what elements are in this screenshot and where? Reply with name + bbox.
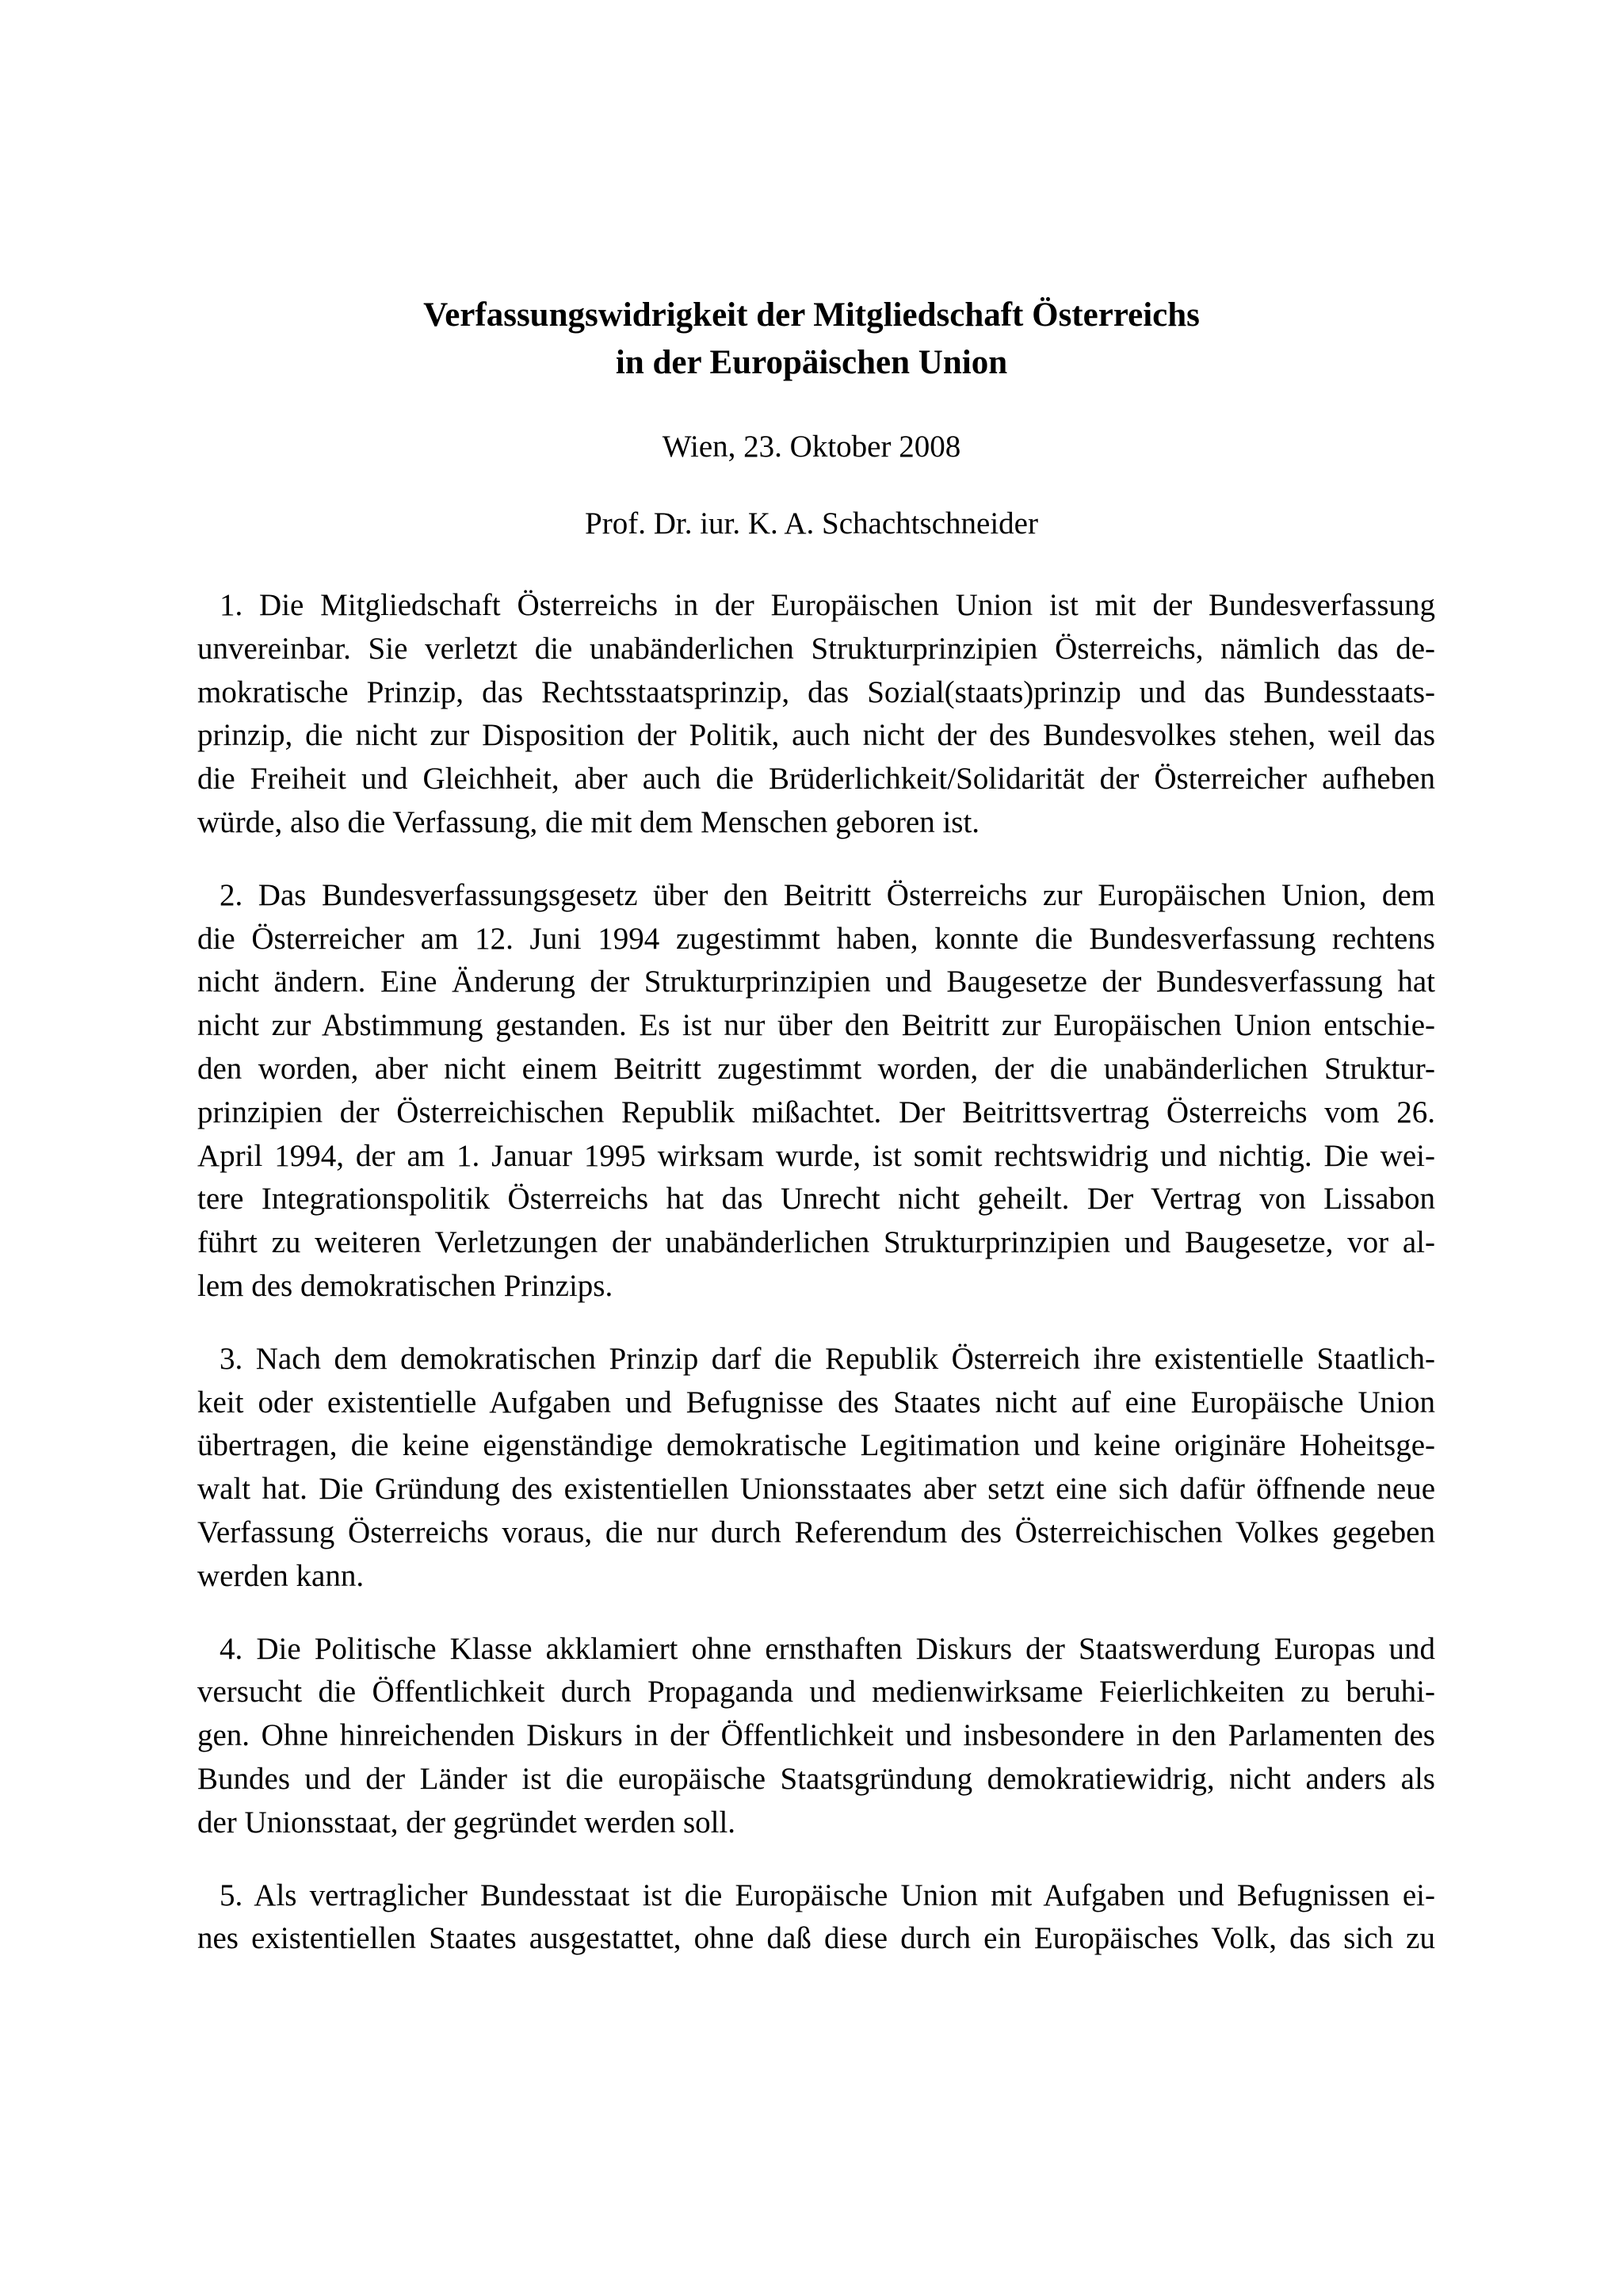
paragraph [197,1628,1435,1845]
paragraph-line: 4. Die Politische Klasse akklamiert ohne ernsthaften Diskurs der Staatswerdung Europas und [220,1631,1435,1666]
paragraph-line: April 1994, der am 1. Januar 1995 wirksam wurde, ist somit rechtswidrig und nichtig. Die wei- [197,1138,1435,1173]
paragraph-line: prinzip, die nicht zur Disposition der Politik, auch nicht der des Bundesvolkes stehen, weil das [197,718,1435,753]
paragraph-line: nicht ändern. Eine Änderung der Strukturprinzipien und Baugesetze der Bundesverfassung hat [197,965,1435,999]
paragraph-line: mokratische Prinzip, das Rechtsstaatsprinzip, das Sozial(staats)prinzip und das Bundesstaats- [197,674,1435,709]
paragraph-line: der Unionsstaat, der gegründet werden soll. [197,1805,736,1839]
title-line-2: in der Europäischen Union [615,344,1008,381]
paragraph-line: werden kann. [197,1558,365,1593]
paragraph-line: führt zu weiteren Verletzungen der unabänderlichen Strukturprinzipien und Baugesetze, vor al- [197,1225,1435,1260]
paragraph-line: die Österreicher am 12. Juni 1994 zugestimmt haben, konnte die Bundesverfassung rechtens [197,921,1435,956]
document-body [197,584,1435,1990]
paragraph-line: den worden, aber nicht einem Beitritt zugestimmt worden, der die unabänderlichen Struktur- [197,1051,1435,1086]
paragraph-line: Bundes und der Länder ist die europäische Staatsgründung demokratiewidrig, nicht anders als [197,1761,1435,1796]
document-date: Wien, 23. Oktober 2008 [662,430,961,464]
paragraph-line: nicht zur Abstimmung gestanden. Es ist nur über den Beitritt zur Europäischen Union entschie- [197,1008,1435,1043]
paragraph [197,1338,1435,1599]
document-title [0,292,1623,387]
title-line-1: Verfassungswidrigkeit der Mitgliedschaft Österreichs [423,296,1200,334]
paragraph-line: 1. Die Mitgliedschaft Österreichs in der Europäischen Union ist mit der Bundesverfassung [220,588,1435,622]
paragraph-line: gen. Ohne hinreichenden Diskurs in der Öffentlichkeit und insbesondere in den Parlamenten des [197,1718,1435,1753]
paragraph-line: 3. Nach dem demokratischen Prinzip darf die Republik Österreich ihre existentielle Staatlich- [220,1341,1435,1376]
paragraph-line: tere Integrationspolitik Österreichs hat das Unrecht nicht geheilt. Der Vertrag von Lissabon [197,1182,1435,1217]
paragraph-line: keit oder existentielle Aufgaben und Befugnisse des Staates nicht auf eine Europäische Union [197,1385,1435,1419]
paragraph-line: nes existentiellen Staates ausgestattet, ohne daß diese durch ein Europäisches Volk, das sich zu [197,1921,1435,1956]
paragraph-line: die Freiheit und Gleichheit, aber auch die Brüderlichkeit/Solidarität der Österreicher aufheben [197,762,1435,797]
paragraph-line: Verfassung Österreichs voraus, die nur durch Referendum des Österreichischen Volkes gegeben [197,1515,1435,1549]
paragraph [197,874,1435,1308]
paragraph-line: würde, also die Verfassung, die mit dem Menschen geboren ist. [197,804,980,839]
paragraph-line: 5. Als vertraglicher Bundesstaat ist die Europäische Union mit Aufgaben und Befugnissen ei- [220,1878,1435,1912]
paragraph-line: lem des demokratischen Prinzips. [197,1268,613,1303]
paragraph-line: prinzipien der Österreichischen Republik mißachtet. Der Beitrittsvertrag Österreichs vom 26. [197,1095,1435,1129]
paragraph-line: 2. Das Bundesverfassungsgesetz über den Beitritt Österreichs zur Europäischen Union, dem [220,877,1435,912]
paragraph-line: unvereinbar. Sie verletzt die unabänderlichen Strukturprinzipien Österreichs, nämlich das de- [197,631,1435,666]
paragraph [197,1874,1435,1962]
paragraph-line: versucht die Öffentlichkeit durch Propaganda und medienwirksame Feierlichkeiten zu beruhi- [197,1675,1435,1710]
document-author: Prof. Dr. iur. K. A. Schachtschneider [585,506,1038,541]
paragraph [197,584,1435,845]
paragraph-line: walt hat. Die Gründung des existentiellen Unionsstaates aber setzt eine sich dafür öffnende neue [197,1472,1435,1507]
paragraph-line: übertragen, die keine eigenständige demokratische Legitimation und keine originäre Hoheitsge- [197,1428,1435,1463]
